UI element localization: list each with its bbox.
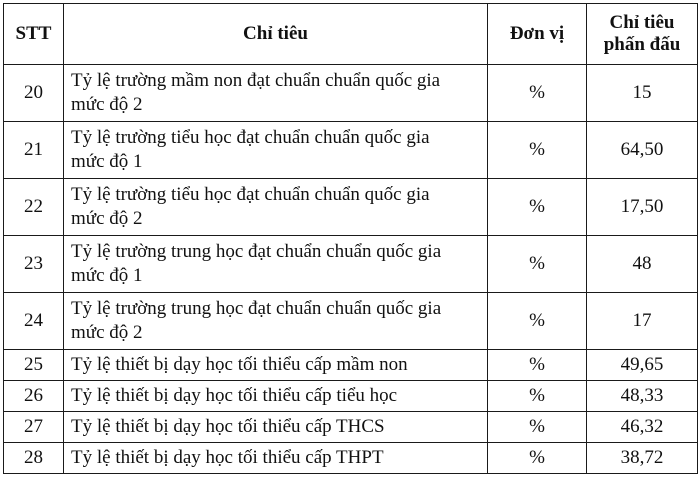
table-row (4, 381, 698, 412)
row-unit: % (488, 350, 587, 381)
row-target: 48 (587, 236, 698, 293)
row-unit: % (488, 65, 587, 122)
header-target (587, 4, 698, 65)
table-row (4, 122, 698, 179)
row-name (64, 65, 488, 122)
table-row (4, 412, 698, 443)
header-unit: Đơn vị (488, 4, 587, 65)
table-row (4, 179, 698, 236)
row-unit: % (488, 443, 587, 474)
row-stt: 23 (4, 236, 64, 293)
table-header-row (4, 4, 698, 65)
row-unit: % (488, 293, 587, 350)
row-target: 46,32 (587, 412, 698, 443)
row-name (64, 293, 488, 350)
row-stt: 28 (4, 443, 64, 474)
row-target: 15 (587, 65, 698, 122)
row-stt: 26 (4, 381, 64, 412)
row-target: 64,50 (587, 122, 698, 179)
row-name-line1: Tỷ lệ trường tiểu học đạt chuẩn chuẩn quốc gia (71, 184, 430, 205)
table-row (4, 236, 698, 293)
row-name-line2: mức độ 2 (71, 94, 143, 115)
row-target: 48,33 (587, 381, 698, 412)
row-stt: 22 (4, 179, 64, 236)
header-stt: STT (4, 4, 64, 65)
header-target-line1: Chỉ tiêu (609, 12, 675, 33)
row-name-line1: Tỷ lệ trường mầm non đạt chuẩn chuẩn quốc gia (71, 70, 441, 91)
row-unit: % (488, 179, 587, 236)
header-target-line2: phấn đấu (603, 34, 681, 55)
row-unit: % (488, 412, 587, 443)
row-target: 17,50 (587, 179, 698, 236)
indicator-table (3, 3, 698, 474)
row-name: Tỷ lệ thiết bị dạy học tối thiểu cấp mầm non (64, 350, 488, 381)
header-name: Chỉ tiêu (64, 4, 488, 65)
row-target: 17 (587, 293, 698, 350)
row-unit: % (488, 381, 587, 412)
row-name: Tỷ lệ thiết bị dạy học tối thiểu cấp THPT (64, 443, 488, 474)
row-name-line2: mức độ 1 (71, 151, 143, 172)
row-stt: 20 (4, 65, 64, 122)
row-name-line2: mức độ 2 (71, 322, 143, 343)
row-name (64, 236, 488, 293)
row-target: 38,72 (587, 443, 698, 474)
row-name: Tỷ lệ thiết bị dạy học tối thiểu cấp tiểu học (64, 381, 488, 412)
row-unit: % (488, 122, 587, 179)
row-name (64, 179, 488, 236)
row-name (64, 122, 488, 179)
table-row (4, 350, 698, 381)
row-stt: 24 (4, 293, 64, 350)
row-name-line1: Tỷ lệ trường trung học đạt chuẩn chuẩn quốc gia (71, 298, 442, 319)
table-row (4, 443, 698, 474)
table-row (4, 65, 698, 122)
row-stt: 27 (4, 412, 64, 443)
row-name-line1: Tỷ lệ trường tiểu học đạt chuẩn chuẩn quốc gia (71, 127, 430, 148)
row-stt: 25 (4, 350, 64, 381)
row-name-line2: mức độ 1 (71, 265, 143, 286)
row-target: 49,65 (587, 350, 698, 381)
row-name-line1: Tỷ lệ trường trung học đạt chuẩn chuẩn quốc gia (71, 241, 442, 262)
row-name: Tỷ lệ thiết bị dạy học tối thiểu cấp THCS (64, 412, 488, 443)
table-row (4, 293, 698, 350)
row-unit: % (488, 236, 587, 293)
row-stt: 21 (4, 122, 64, 179)
row-name-line2: mức độ 2 (71, 208, 143, 229)
